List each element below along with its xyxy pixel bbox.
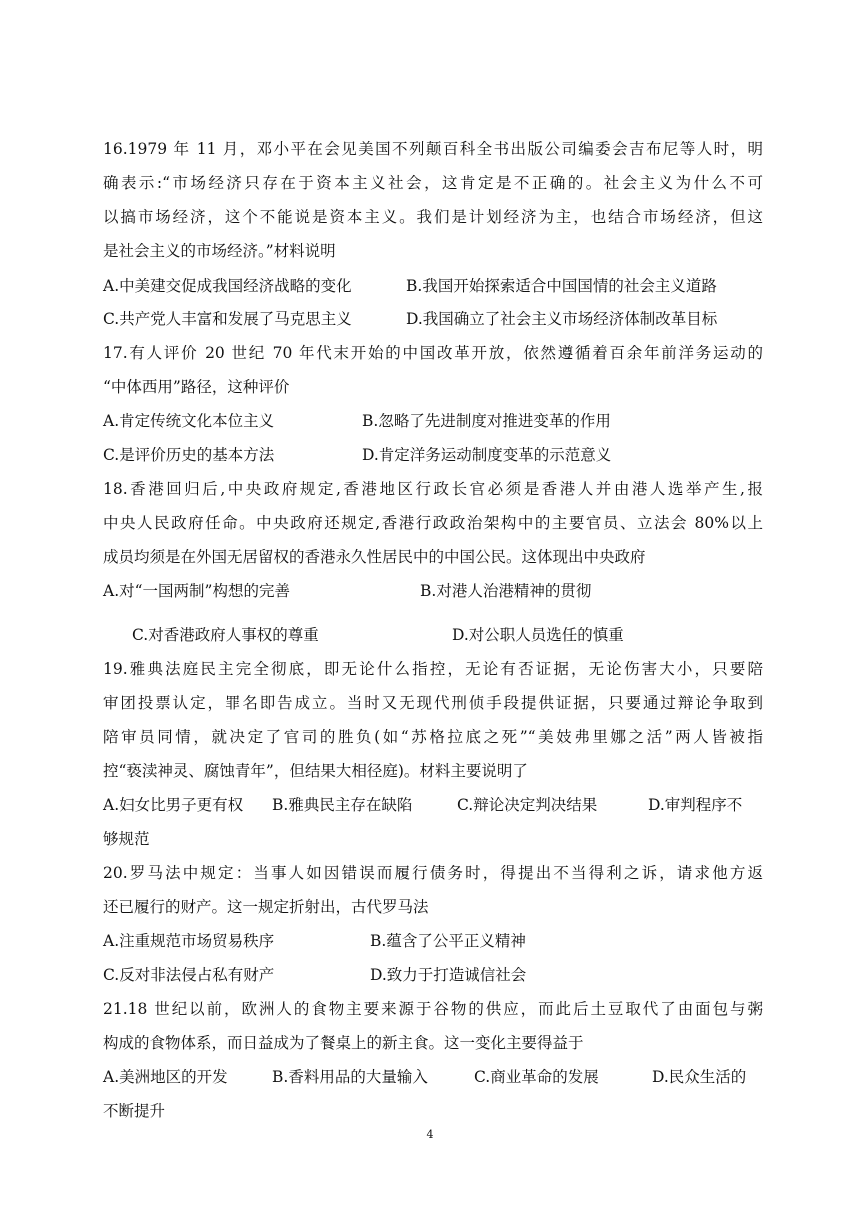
q16-option-a[interactable]: A.中美建交促成我国经济战略的变化 (103, 277, 352, 295)
q18-stem-line: 中央人民政府任命。中央政府还规定,香港行政政治架构中的主要官员、立法会 80%以上 (103, 514, 763, 532)
q16-stem-line: 16.1979 年 11 月，邓小平在会见美国不列颠百科全书出版公司编委会吉布尼等人时，明 (103, 140, 763, 158)
q20-stem-line: 还已履行的财产。这一规定折射出，古代罗马法 (103, 898, 429, 916)
q18-option-b[interactable]: B.对港人治港精神的贯彻 (420, 582, 592, 600)
q19-option-a[interactable]: A.妇女比男子更有权 (103, 796, 244, 814)
q21-stem-line: 构成的食物体系，而日益成为了餐桌上的新主食。这一变化主要得益于 (103, 1034, 584, 1052)
q21-option-d-continued: 不断提升 (103, 1102, 166, 1120)
q20-option-c[interactable]: C.反对非法侵占私有财产 (103, 966, 275, 984)
q18-stem-line: 18.香港回归后,中央政府规定,香港地区行政长官必须是香港人并由港人选举产生,报 (103, 480, 763, 498)
q19-stem-line: 19.雅典法庭民主完全彻底，即无论什么指控，无论有否证据，无论伤害大小，只要陪 (103, 660, 763, 678)
q19-option-d[interactable]: D.审判程序不 (648, 796, 743, 814)
page-number: 4 (426, 1128, 434, 1141)
q16-option-d[interactable]: D.我国确立了社会主义市场经济体制改革目标 (406, 310, 718, 328)
q18-option-c[interactable]: C.对香港政府人事权的尊重 (132, 626, 319, 644)
q19-stem-line: 控“亵渎神灵、腐蚀青年”，但结果大相径庭)。材料主要说明了 (103, 762, 528, 780)
q16-stem-line: 确表示:“市场经济只存在于资本主义社会，这肯定是不正确的。社会主义为什么不可 (103, 174, 763, 192)
q20-option-d[interactable]: D.致力于打造诚信社会 (370, 966, 527, 984)
q19-stem-line: 陪审员同情，就决定了官司的胜负(如“苏格拉底之死”“美妓弗里娜之活”两人皆被指 (103, 728, 763, 746)
q19-option-c[interactable]: C.辩论决定判决结果 (457, 796, 598, 814)
q20-option-a[interactable]: A.注重规范市场贸易秩序 (103, 932, 275, 950)
q21-option-c[interactable]: C.商业革命的发展 (474, 1068, 599, 1086)
q17-option-b[interactable]: B.忽略了先进制度对推进变革的作用 (362, 412, 611, 430)
q20-option-b[interactable]: B.蕴含了公平正义精神 (370, 932, 526, 950)
q21-stem-line: 21.18 世纪以前，欧洲人的食物主要来源于谷物的供应，而此后土豆取代了由面包与粥 (103, 1000, 763, 1018)
q19-stem-line: 审团投票认定，罪名即告成立。当时又无现代刑侦手段提供证据，只要通过辩论争取到 (103, 694, 763, 712)
q18-stem-line: 成员均须是在外国无居留权的香港永久性居民中的中国公民。这体现出中央政府 (103, 548, 646, 566)
q17-option-c[interactable]: C.是评价历史的基本方法 (103, 446, 275, 464)
q19-option-d-continued: 够规范 (103, 830, 150, 848)
q19-option-b[interactable]: B.雅典民主存在缺陷 (272, 796, 413, 814)
q17-stem-line: “中体西用”路径，这种评价 (103, 378, 290, 396)
q16-option-c[interactable]: C.共产党人丰富和发展了马克思主义 (103, 310, 352, 328)
q21-option-a[interactable]: A.美洲地区的开发 (103, 1068, 228, 1086)
q17-option-a[interactable]: A.肯定传统文化本位主义 (103, 412, 275, 430)
q18-option-a[interactable]: A.对“一国两制”构想的完善 (103, 582, 290, 600)
q17-stem-line: 17.有人评价 20 世纪 70 年代末开始的中国改革开放，依然遵循着百余年前洋务运动的 (103, 344, 763, 362)
q16-stem-line: 以搞市场经济，这个不能说是资本主义。我们是计划经济为主，也结合市场经济，但这 (103, 208, 763, 226)
q21-option-b[interactable]: B.香料用品的大量输入 (272, 1068, 428, 1086)
q18-option-d[interactable]: D.对公职人员选任的慎重 (452, 626, 624, 644)
q21-option-d[interactable]: D.民众生活的 (652, 1068, 747, 1086)
q17-option-d[interactable]: D.肯定洋务运动制度变革的示范意义 (362, 446, 612, 464)
q16-stem-line: 是社会主义的市场经济。”材料说明 (103, 242, 336, 260)
q16-option-b[interactable]: B.我国开始探索适合中国国情的社会主义道路 (406, 277, 717, 295)
q20-stem-line: 20.罗马法中规定：当事人如因错误而履行债务时，得提出不当得利之诉，请求他方返 (103, 864, 763, 882)
